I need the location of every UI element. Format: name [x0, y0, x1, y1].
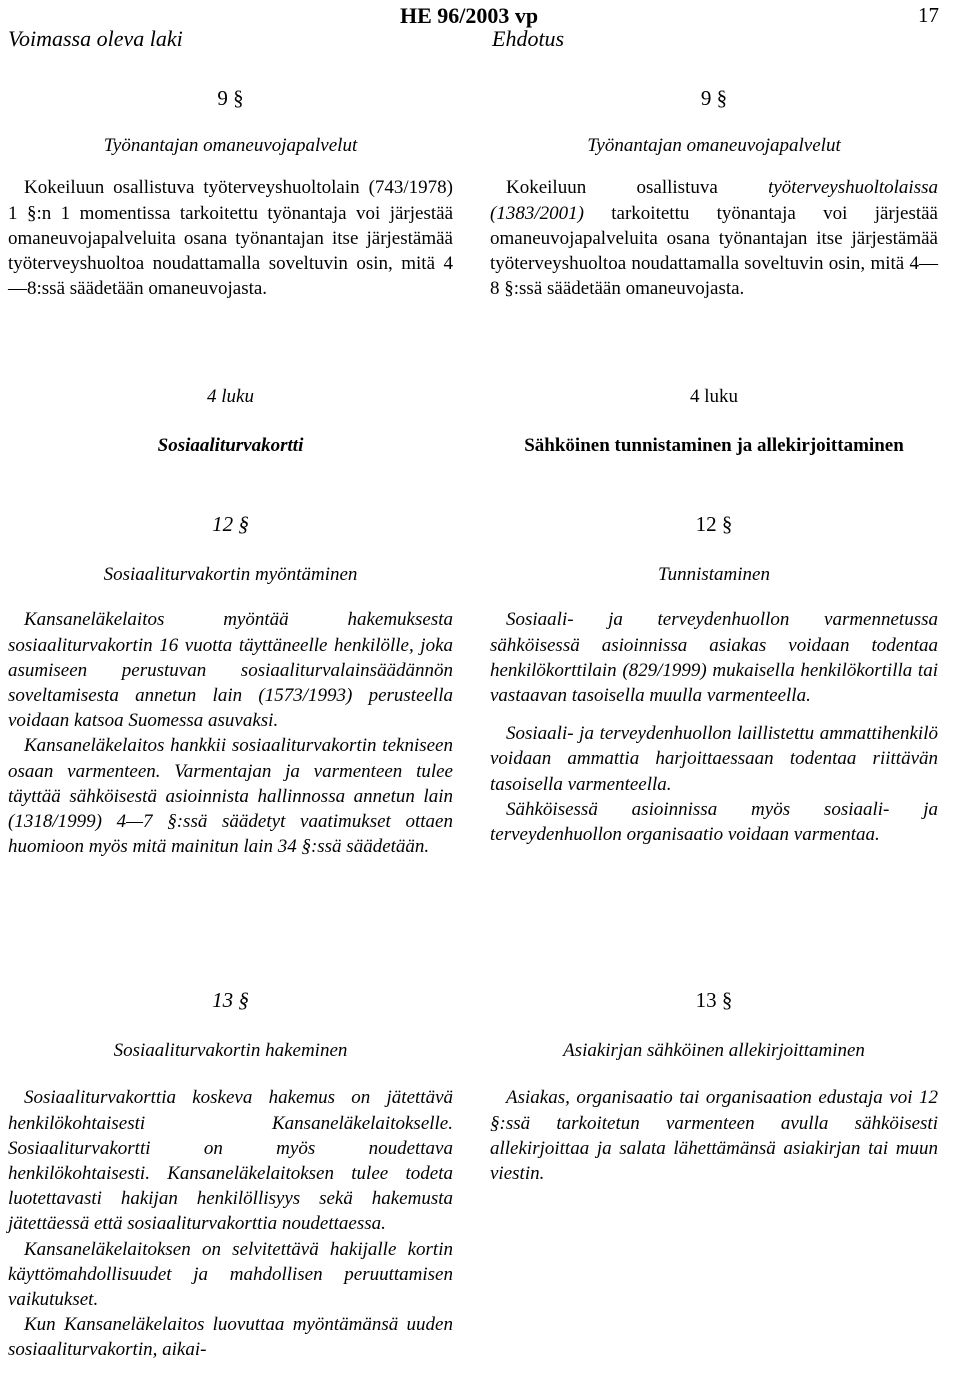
right-section-9-text-c: tarkoitettu työnantaja voi järjestää omaneuvojapalveluita osana työnantajan itse järjestämää työterveyshuoltoa noudattamalla soveltuvin osin, mitä 4—8 §:ssä säädetään omaneuvojasta.: [490, 202, 938, 300]
left-section-12-title: Sosiaaliturvakortin myöntäminen: [103, 564, 358, 586]
right-section-9-text: [490, 175, 938, 301]
right-section-9-title: Työnantajan omaneuvojapalvelut: [587, 135, 841, 157]
left-section-13: [8, 988, 453, 1363]
right-section-13: [490, 988, 938, 1186]
right-section-9-text-b: työterveyshuoltolaissa (1383/2001): [490, 177, 938, 224]
document-title: HE 96/2003 vp: [400, 3, 539, 28]
left-section-9-text: Kokeiluun osallistuva työterveyshuoltolain (743/1978) 1 §:n 1 momentissa tarkoitettu työnantaja voi järjestää omaneuvojapalveluita osana työnantajan itse järjestämää työterveyshuoltoa noudattamalla soveltuvin osin, mitä 4—8:ssä säädetään omaneuvojasta.: [8, 177, 453, 300]
left-section-13-p1: Sosiaaliturvakorttia koskeva hakemus on jätettävä henkilökohtaisesti Kansaneläkelaitokselle. Sosiaaliturvakortti on myös noudettava henkilökohtaisesti. Kansaneläkelaitoksen tulee todeta luotettavasti hakijan henkilöllisyys sekä hakemusta jätettäessä että sosiaaliturvakorttia noudettaessa.: [8, 1087, 453, 1235]
page-number: 17: [918, 3, 939, 27]
left-section-12: [8, 512, 453, 859]
right-section-13-number: 13 §: [695, 988, 733, 1012]
header-left-label: Voimassa oleva laki: [8, 26, 183, 51]
left-column: [8, 86, 453, 301]
right-chapter-number: 4 luku: [689, 386, 739, 407]
right-section-12-number: 12 §: [695, 512, 733, 536]
left-section-12-p1: Kansaneläkelaitos myöntää hakemuksesta sosiaaliturvakortin 16 vuotta täyttäneelle henkilölle, joka asumiseen perustuvan sosiaaliturvalainsäädännön soveltamisesta annetun lain (1573/1993) perusteella voidaan katsoa Suomessa asuvaksi.: [8, 609, 453, 732]
left-chapter-title: Sosiaaliturvakortti: [157, 435, 304, 457]
left-chapter: [8, 384, 453, 458]
left-section-13-p3: Kun Kansaneläkelaitos luovuttaa myöntämänsä uuden sosiaaliturvakortin, aikai-: [8, 1314, 453, 1361]
right-section-13-p1: Asiakas, organisaatio tai organisaation edustaja voi 12 §:ssä tarkoitetun varmenteen avulla sähköisesti allekirjoittaa ja salata lähettämänsä asiakirjan tai muun viestin.: [490, 1087, 938, 1185]
left-section-13-number: 13 §: [212, 988, 249, 1012]
right-chapter-title: Sähköinen tunnistaminen ja allekirjoittaminen: [524, 435, 904, 457]
left-section-12-p2: Kansaneläkelaitos hankkii sosiaaliturvakortin tekniseen osaan varmenteen. Varmentajan ja varmenteen tulee täyttää sähköisestä asioinnista hallinnossa annetun lain (1318/1999) 4—7 §:ssä säädetyt vaatimukset ottaen huomioon myös mitä mainitun lain 34 §:ssä säädetään.: [8, 735, 453, 858]
right-section-12: [490, 512, 938, 847]
left-chapter-number: 4 luku: [207, 386, 254, 407]
right-section-12-p3: Sähköisessä asioinnissa myös sosiaali- ja terveydenhuollon organisaatio voidaan varmentaa.: [490, 798, 938, 846]
left-section-13-p2: Kansaneläkelaitoksen on selvitettävä hakijalle kortin käyttömahdollisuudet ja mahdollisen peruuttamisen vaikutukset.: [8, 1238, 453, 1311]
right-section-9-number: 9 §: [700, 86, 728, 110]
right-section-9-text-a: Kokeiluun osallistuva: [506, 177, 769, 199]
right-section-12-p2: Sosiaali- ja terveydenhuollon laillistettu ammattihenkilö voidaan ammattia harjoittaessaan todentaa riittävän tasoisella varmenteella.: [490, 723, 938, 795]
left-section-13-title: Sosiaaliturvakortin hakeminen: [113, 1040, 348, 1062]
left-section-9-title: Työnantajan omaneuvojapalvelut: [103, 135, 358, 157]
header-right-label: Ehdotus: [492, 26, 565, 51]
right-section-12-p1: Sosiaali- ja terveydenhuollon varmennetussa sähköisessä asioinnissa asiakas voidaan todentaa henkilökorttilain (829/1999) mukaisella henkilökortilla tai vastaavan tasoisella muulla varmenteella.: [490, 609, 938, 707]
right-section-12-title: Tunnistaminen: [658, 564, 770, 586]
right-chapter: [490, 384, 938, 458]
right-column: [490, 86, 938, 301]
left-section-12-number: 12 §: [212, 512, 249, 536]
left-section-9-number: 9 §: [217, 86, 244, 110]
right-section-13-title: Asiakirjan sähköinen allekirjoittaminen: [563, 1040, 865, 1062]
